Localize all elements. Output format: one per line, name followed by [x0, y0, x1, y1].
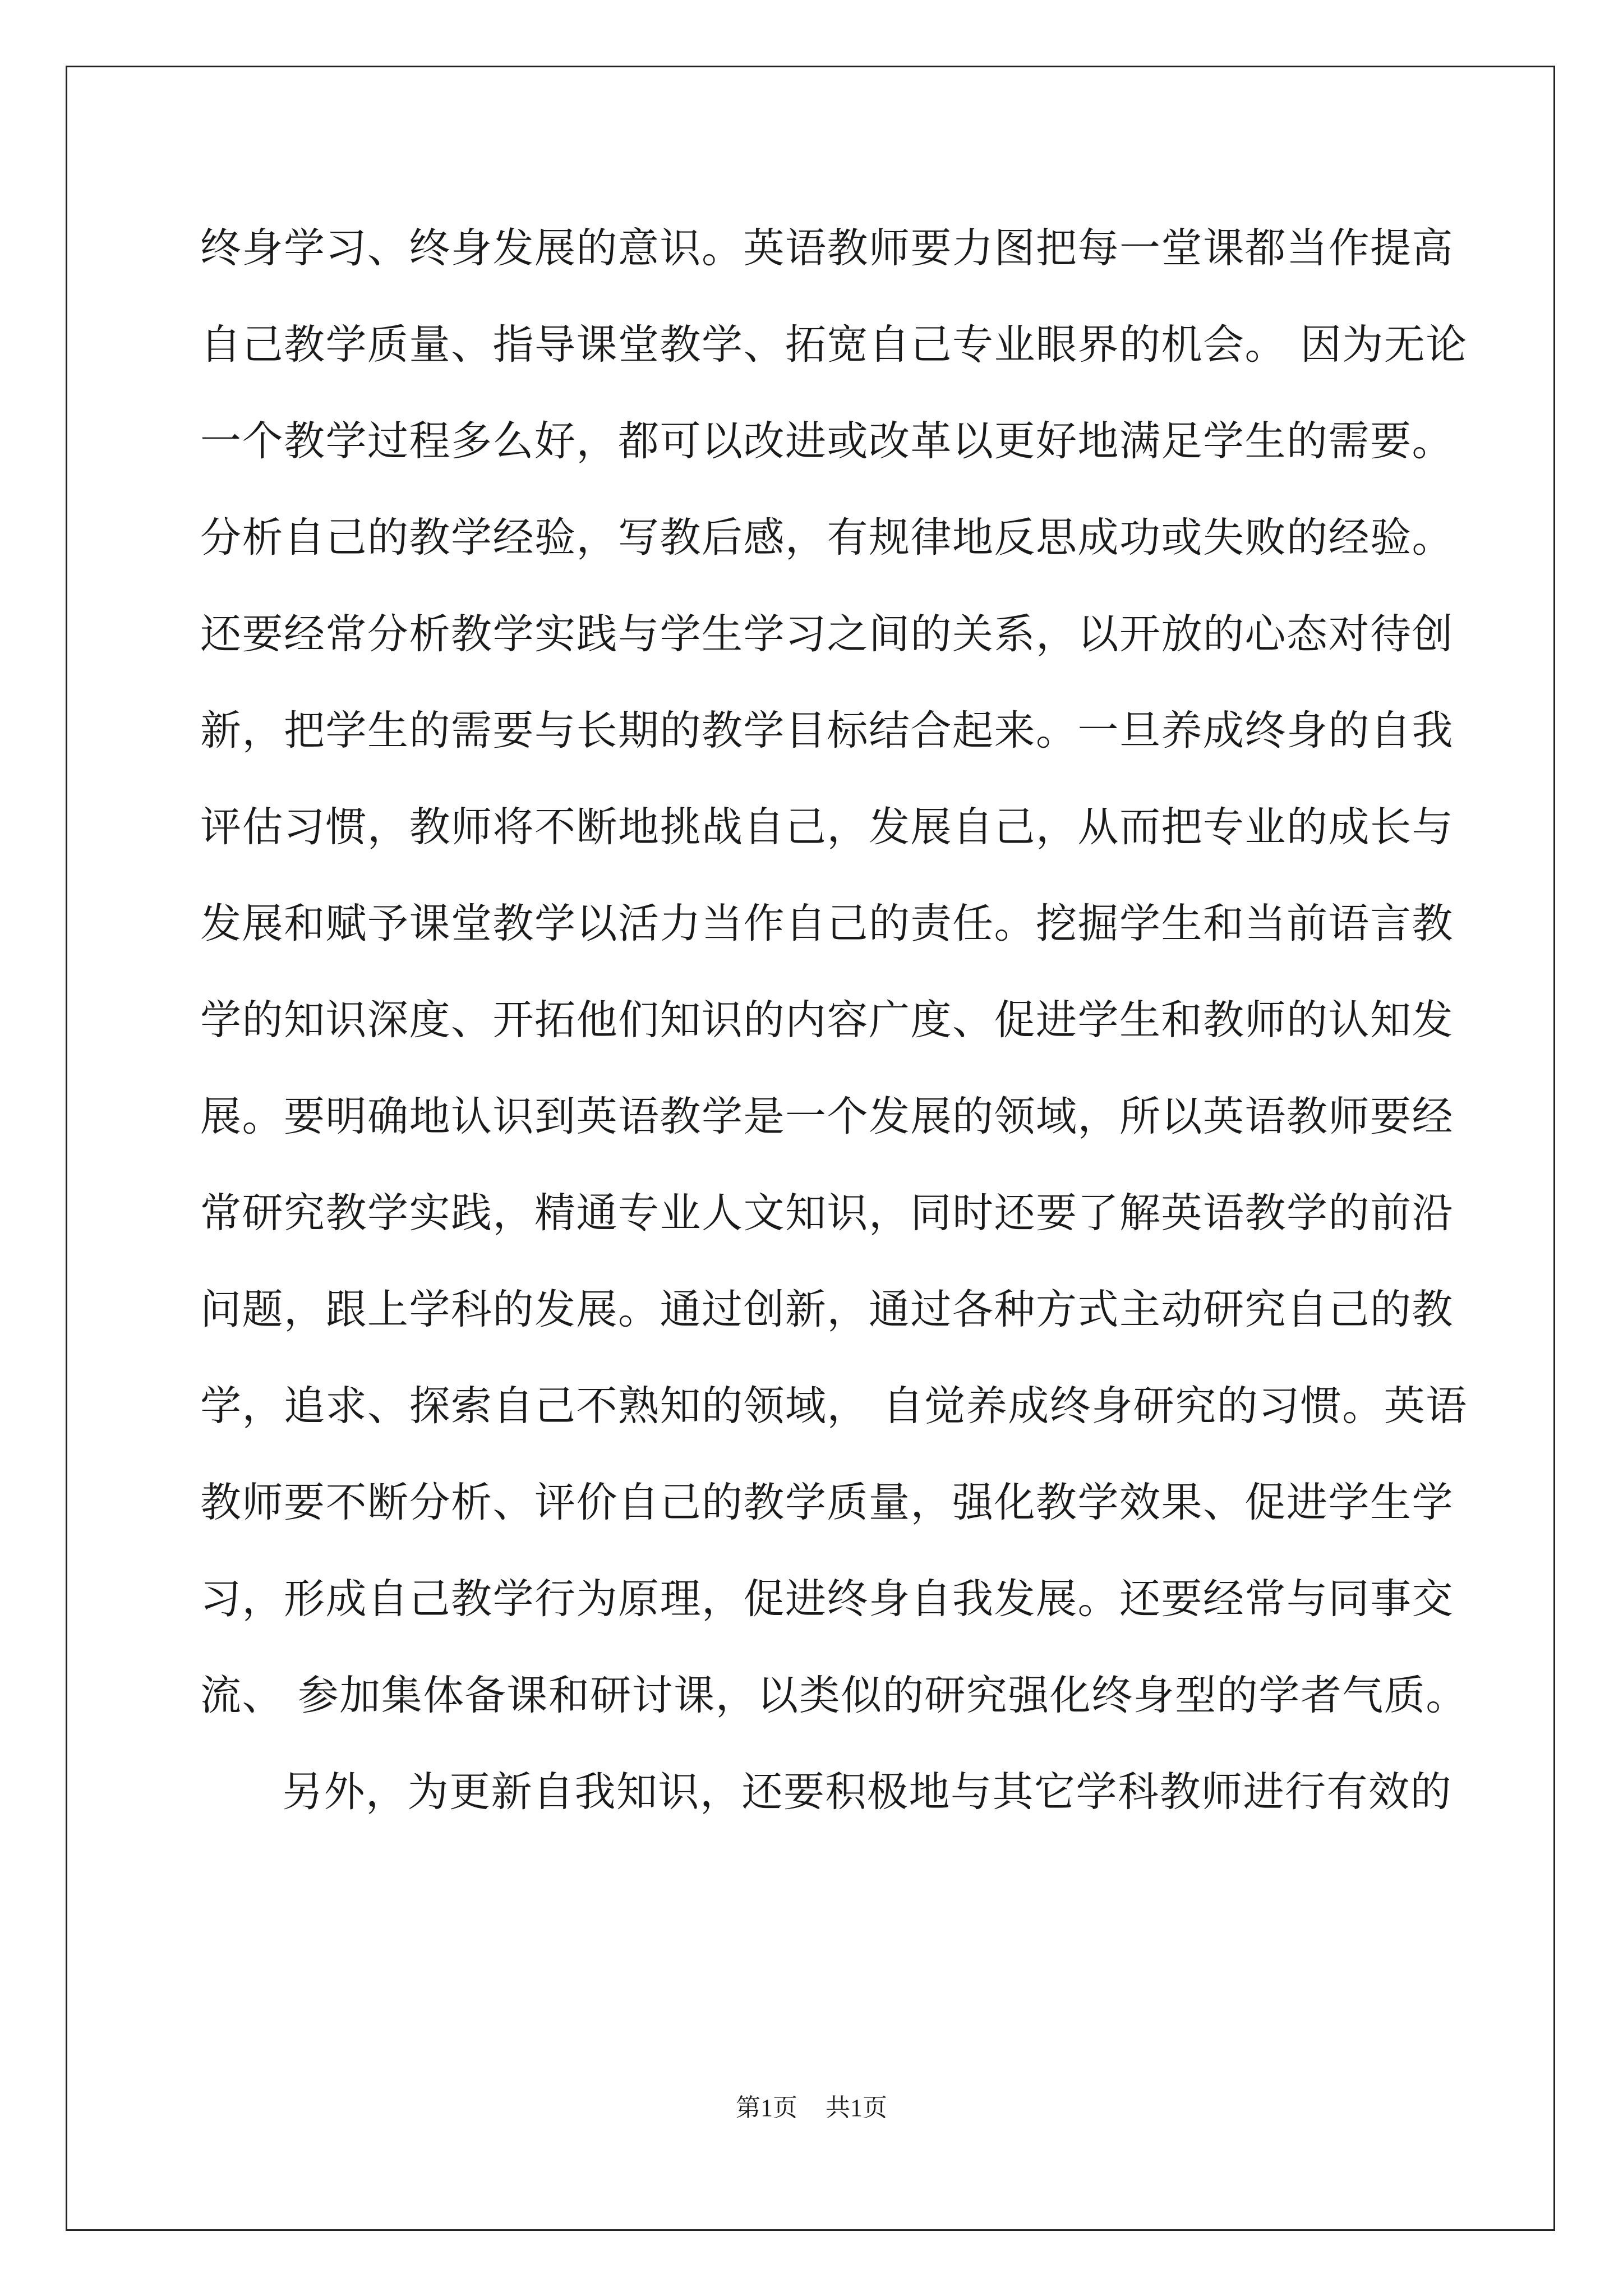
text-line: 学，追求、探索自己不熟知的领域， 自觉养成终身研究的习惯。英语 — [200, 1382, 1468, 1430]
text-line: 分析自己的教学经验，写教后感，有规律地反思成功或失败的经验。 — [200, 514, 1454, 562]
text-line: 常研究教学实践，精通专业人文知识，同时还要了解英语教学的前沿 — [200, 1189, 1454, 1237]
text-line: 自己教学质量、指导课堂教学、拓宽自己专业眼界的机会。 因为无论 — [200, 321, 1468, 369]
page-footer — [0, 2091, 1623, 2125]
text-line: 评估习惯，教师将不断地挑战自己，发展自己，从而把专业的成长与 — [200, 803, 1454, 851]
text-line: 还要经常分析教学实践与学生学习之间的关系，以开放的心态对待创 — [200, 610, 1454, 658]
text-line: 问题，跟上学科的发展。通过创新，通过各种方式主动研究自己的教 — [200, 1286, 1454, 1333]
text-line: 展。要明确地认识到英语教学是一个发展的领域，所以英语教师要经 — [200, 1093, 1454, 1140]
paragraph-start-line: 另外，为更新自我知识，还要积极地与其它学科教师进行有效的 — [282, 1768, 1452, 1816]
text-line: 教师要不断分析、评价自己的教学质量，强化教学效果、促进学生学 — [200, 1479, 1454, 1526]
text-line: 学的知识深度、开拓他们知识的内容广度、促进学生和教师的认知发 — [200, 996, 1454, 1044]
text-line: 终身学习、终身发展的意识。英语教师要力图把每一堂课都当作提高 — [200, 224, 1454, 272]
text-line: 发展和赋予课堂教学以活力当作自己的责任。挖掘学生和当前语言教 — [200, 900, 1454, 947]
text-line: 习，形成自己教学行为原理，促进终身自我发展。还要经常与同事交 — [200, 1575, 1454, 1623]
text-line: 一个教学过程多么好，都可以改进或改革以更好地满足学生的需要。 — [200, 417, 1454, 465]
page-total: 共1页 — [826, 2094, 887, 2122]
text-line: 新，把学生的需要与长期的教学目标结合起来。一旦养成终身的自我 — [200, 707, 1454, 754]
document-body — [200, 218, 1468, 1858]
page-number: 第1页 — [736, 2094, 797, 2122]
text-line: 流、 参加集体备课和研讨课，以类似的研究强化终身型的学者气质。 — [200, 1672, 1468, 1719]
